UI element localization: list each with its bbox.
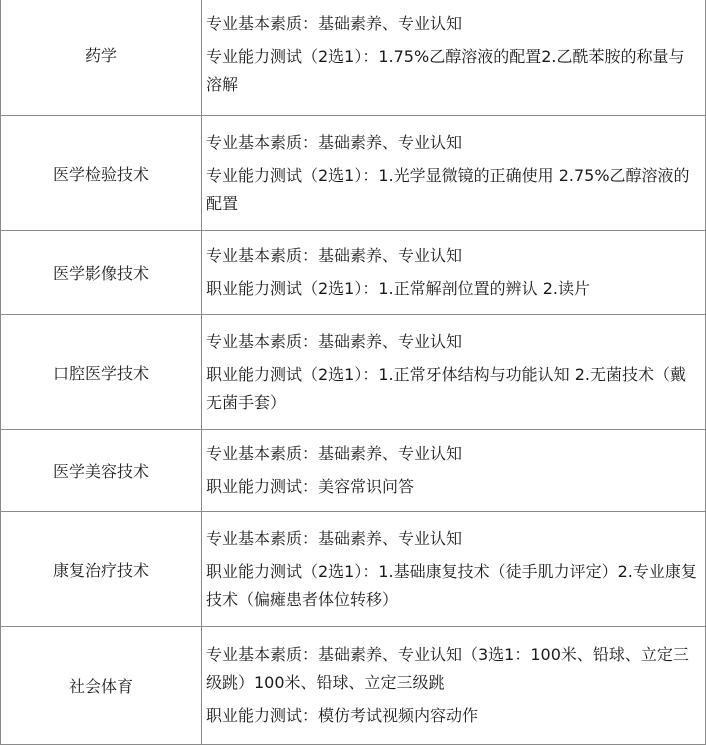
basic-quality-line: 专业基本素质：基础素养、专业认知（3选1：100米、铅球、立定三级跳）100米、铅球、立定三级跳 bbox=[206, 645, 689, 692]
ability-test-line: 职业能力测试（2选1）：1.基础康复技术（徒手肌力评定）2.专业康复技术（偏瘫患者体位转移） bbox=[206, 561, 697, 609]
basic-quality-line: 专业基本素质：基础素养、专业认知 bbox=[206, 132, 463, 152]
major-name-cell: 口腔医学技术 bbox=[1, 315, 202, 430]
basic-quality-line: 专业基本素质：基础素养、专业认知 bbox=[206, 331, 463, 351]
major-name-cell: 医学检验技术 bbox=[1, 116, 202, 231]
basic-quality-line: 专业基本素质：基础素养、专业认知 bbox=[206, 528, 463, 548]
table-body bbox=[1, 0, 706, 745]
requirements-cell bbox=[202, 512, 706, 627]
ability-test-line: 专业能力测试（2选1）：1.75%乙醇溶液的配置2.乙酰苯胺的称量与溶解 bbox=[206, 46, 685, 94]
table-row bbox=[1, 231, 706, 315]
requirements-cell bbox=[202, 627, 706, 745]
table-row bbox=[1, 512, 706, 627]
major-name-cell: 医学影像技术 bbox=[1, 231, 202, 315]
basic-quality-line: 专业基本素质：基础素养、专业认知 bbox=[206, 13, 463, 33]
basic-quality-line: 专业基本素质：基础素养、专业认知 bbox=[206, 444, 463, 463]
basic-quality-line: 专业基本素质：基础素养、专业认知 bbox=[206, 246, 463, 265]
ability-test-line: 职业能力测试（2选1）：1.正常解剖位置的辨认 2.读片 bbox=[206, 279, 590, 298]
requirements-cell bbox=[202, 116, 706, 231]
table-row bbox=[1, 627, 706, 745]
table-row bbox=[1, 315, 706, 430]
major-name-cell: 药学 bbox=[1, 0, 202, 116]
table-row bbox=[1, 0, 706, 116]
major-name-cell: 康复治疗技术 bbox=[1, 512, 202, 627]
requirements-cell bbox=[202, 0, 706, 116]
ability-test-line: 专业能力测试（2选1）：1.光学显微镜的正确使用 2.75%乙醇溶液的配置 bbox=[206, 165, 690, 213]
requirements-cell bbox=[202, 231, 706, 315]
major-name-cell: 医学美容技术 bbox=[1, 430, 202, 512]
requirements-cell bbox=[202, 315, 706, 430]
ability-test-line: 职业能力测试（2选1）：1.正常牙体结构与功能认知 2.无菌技术（戴无菌手套） bbox=[206, 364, 686, 412]
ability-test-line: 职业能力测试：美容常识问答 bbox=[206, 477, 415, 496]
table-row bbox=[1, 430, 706, 512]
requirements-cell bbox=[202, 430, 706, 512]
ability-test-line: 职业能力测试：模仿考试视频内容动作 bbox=[206, 706, 479, 725]
major-name-cell: 社会体育 bbox=[1, 627, 202, 745]
table-row bbox=[1, 116, 706, 231]
